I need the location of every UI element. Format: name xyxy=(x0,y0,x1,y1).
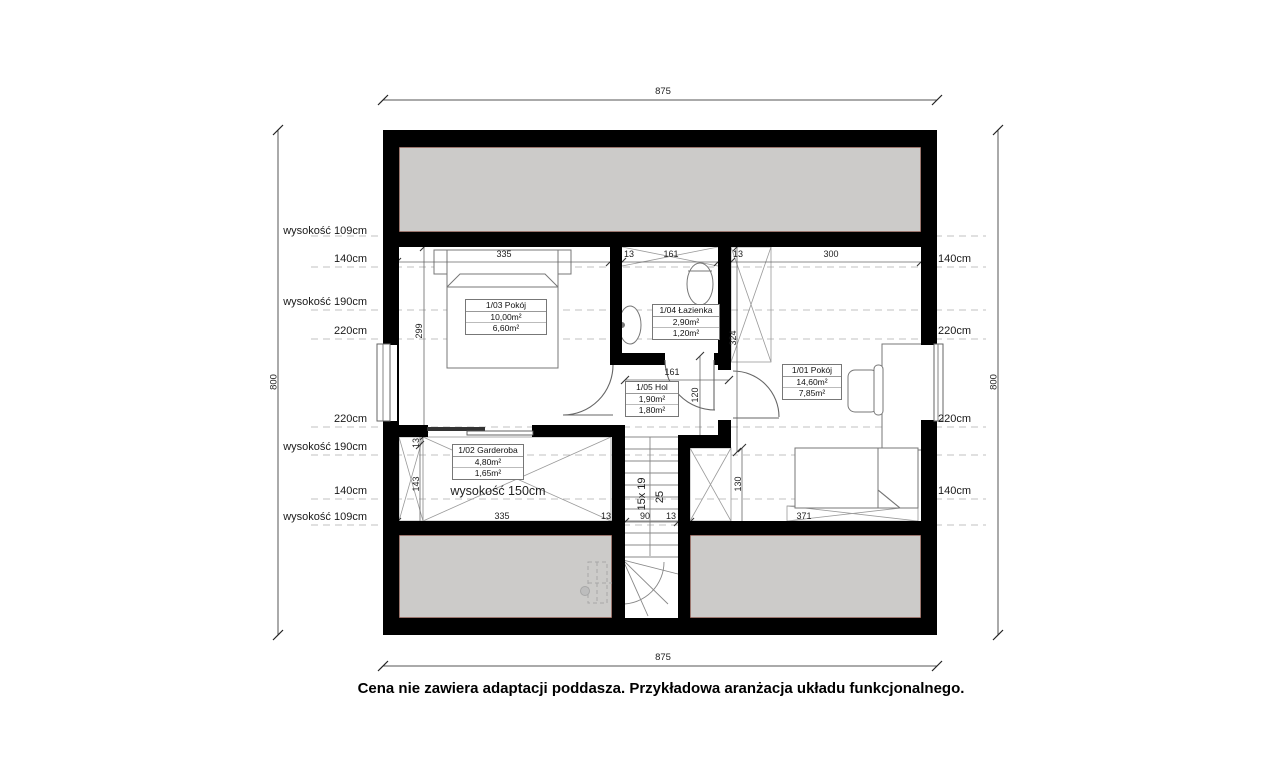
dim-324-vert: 324 xyxy=(728,330,738,346)
dim-13-bottom-a: 13 xyxy=(600,511,612,521)
room-floor-area: 1,80m² xyxy=(638,405,666,415)
room-name: 1/03 Pokój xyxy=(466,300,546,312)
chair-back xyxy=(874,365,883,415)
door-arc-103 xyxy=(563,365,613,415)
dim-90-stairs: 90 xyxy=(639,511,651,521)
dim-left-800: 800 xyxy=(268,374,280,390)
dim-bottom-875: 875 xyxy=(655,652,671,663)
height-label-right-0: 140cm xyxy=(938,253,972,265)
stairs-spec-2: 25 xyxy=(654,490,666,504)
room-floor-area: 7,85m² xyxy=(798,388,826,398)
dim-335-top: 335 xyxy=(496,249,512,259)
height-label-left-6: 140cm xyxy=(333,485,367,497)
room-floor-area: 6,60m² xyxy=(492,323,520,333)
sliding-door xyxy=(427,427,533,435)
toilet xyxy=(687,263,713,305)
dim-right-800: 800 xyxy=(988,374,1000,390)
room-name: 1/01 Pokój xyxy=(783,365,841,377)
room-label-103 xyxy=(465,299,547,335)
room-label-105 xyxy=(625,381,679,417)
height-label-right-1: 220cm xyxy=(938,325,972,337)
dim-161-hall: 161 xyxy=(664,367,680,377)
dim-300-top: 300 xyxy=(823,249,839,259)
height-label-left-7: wysokość 109cm xyxy=(283,511,367,523)
window-right-frame xyxy=(934,344,943,421)
dim-371-bottom: 371 xyxy=(796,511,812,521)
room-label-101 xyxy=(782,364,842,400)
stairs-spec-1: 15x 19 xyxy=(636,477,648,511)
dim-top-875: 875 xyxy=(655,86,671,97)
room-label-104 xyxy=(652,304,720,340)
room-name: 1/04 Łazienka xyxy=(653,305,719,317)
dim-335-bottom: 335 xyxy=(494,511,510,521)
dim-13-top-b: 13 xyxy=(732,249,744,259)
height-label-left-0: wysokość 109cm xyxy=(283,225,367,237)
dim-13-bottom-b: 13 xyxy=(665,511,677,521)
dim-143-vert: 143 xyxy=(411,476,421,492)
room-area: 4,80m² xyxy=(453,457,523,469)
dim-13-top-a: 13 xyxy=(623,249,635,259)
room-area: 2,90m² xyxy=(653,317,719,329)
room-label-102 xyxy=(452,444,524,480)
height-label-left-5: wysokość 190cm xyxy=(283,441,367,453)
room-floor-area: 1,65m² xyxy=(474,468,502,478)
door-arc-101 xyxy=(733,371,779,417)
height-label-left-2: wysokość 190cm xyxy=(283,296,367,308)
dim-120-vert: 120 xyxy=(690,387,700,403)
height-label-left-1: 140cm xyxy=(333,253,367,265)
dim-130-vert: 130 xyxy=(733,476,743,492)
room-name: 1/05 Hol xyxy=(626,382,678,394)
stairs xyxy=(622,437,678,616)
height-label-left-4: 220cm xyxy=(333,413,367,425)
dim-13-vert: 13 xyxy=(411,437,421,449)
dim-161-top: 161 xyxy=(663,249,679,259)
room-area: 1,90m² xyxy=(626,394,678,406)
window-left-frame xyxy=(377,344,390,421)
room-area: 10,00m² xyxy=(466,312,546,324)
room-floor-area: 1,20m² xyxy=(672,328,700,338)
room-name: 1/02 Garderoba xyxy=(453,445,523,457)
height-label-right-2: 220cm xyxy=(938,413,972,425)
caption: Cena nie zawiera adaptacji poddasza. Przykładowa aranżacja układu funkcjonalnego. xyxy=(357,680,965,697)
bed-101 xyxy=(795,448,918,508)
height-label-left-3: 220cm xyxy=(333,325,367,337)
dim-299-vert: 299 xyxy=(414,323,424,339)
height-label-right-3: 140cm xyxy=(938,485,972,497)
garderoba-height-note: wysokość 150cm xyxy=(450,484,546,498)
room-area: 14,60m² xyxy=(783,377,841,389)
